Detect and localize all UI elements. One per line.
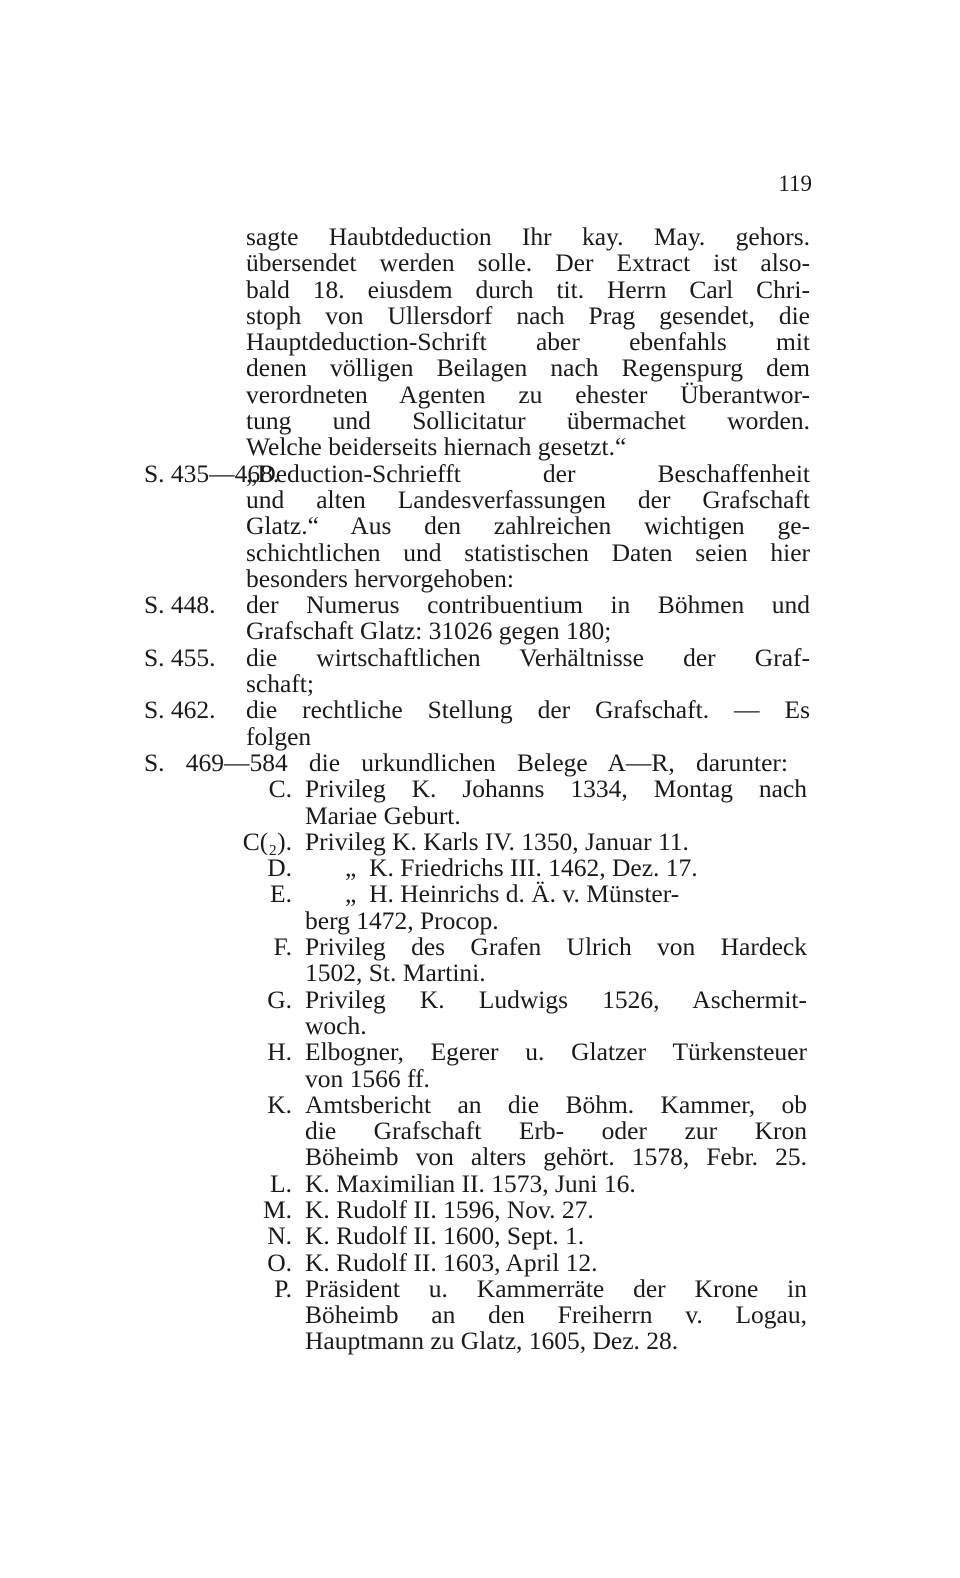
text-line: [140, 800, 812, 830]
line-text: K. Maximilian II. 1573, Juni 16.: [305, 1168, 636, 1198]
text-line: [140, 537, 812, 567]
line-text: schichtlichen und statistischen Daten seien hier: [246, 537, 810, 567]
line-text: stoph von Ullersdorf nach Prag gesendet, die: [246, 300, 810, 330]
item-letter: P.: [274, 1273, 292, 1303]
item-letter: H.: [267, 1037, 292, 1067]
text-line: [140, 274, 812, 304]
list-item: [140, 1168, 812, 1198]
line-text: Privileg des Grafen Ulrich von Hardeck: [305, 932, 807, 962]
item-letter: C(₂).: [242, 826, 292, 856]
page-reference: S. 448.: [144, 590, 216, 620]
line-text: „ H. Heinrichs d. Ä. v. Münster-: [345, 879, 680, 909]
line-text: Amtsbericht an die Böhm. Kammer, ob: [305, 1089, 807, 1119]
item-letter: M.: [262, 1194, 292, 1224]
list-item: [140, 776, 812, 802]
text-line: [140, 1302, 812, 1328]
text-line: [140, 592, 812, 618]
line-text: besonders hervorgehoben:: [246, 563, 514, 593]
text-line: [140, 1144, 812, 1170]
item-letter: K.: [267, 1089, 292, 1119]
text-line: [140, 1118, 812, 1144]
line-text: Privileg K. Johanns 1334, Montag nach: [305, 774, 807, 804]
line-text: bald 18. eiusdem durch tit. Herrn Carl Chri-: [246, 274, 810, 304]
item-letter: G.: [267, 984, 292, 1014]
line-text: K. Rudolf II. 1600, Sept. 1.: [305, 1221, 585, 1251]
line-text: Grafschaft Glatz: 31026 gegen 180;: [246, 616, 612, 646]
text-line: [140, 513, 812, 539]
list-item: [140, 984, 812, 1014]
page-number: 119: [778, 171, 812, 196]
line-text: Elbogner, Egerer u. Glatzer Türkensteuer: [305, 1037, 807, 1067]
text-line: [140, 1328, 812, 1354]
list-item: [140, 1223, 812, 1249]
item-letter: N.: [267, 1221, 292, 1251]
line-text: 1502, St. Martini.: [305, 958, 486, 988]
text-line: [140, 618, 812, 644]
text-line: [140, 379, 812, 409]
line-text: die wirtschaftlichen Verhältnisse der Graf-: [246, 642, 810, 672]
line-text: berg 1472, Procop.: [305, 905, 499, 935]
line-text: der Numerus contribuentium in Böhmen und: [246, 590, 810, 620]
item-letter: L.: [270, 1168, 292, 1198]
text-line: [140, 747, 812, 777]
line-text: „Deduction-Schriefft der Beschaffenheit: [246, 458, 810, 488]
text-line: [140, 1063, 812, 1093]
line-text: Hauptdeduction-Schrift aber ebenfahls mit: [246, 327, 810, 357]
text-line: [140, 458, 812, 488]
line-text: schaft;: [246, 669, 314, 699]
item-letter: D.: [267, 853, 292, 883]
list-item: [140, 1039, 812, 1065]
text-line: [140, 642, 812, 672]
item-letter: O.: [267, 1247, 292, 1277]
line-text: Welche beiderseits hiernach gesetzt.“: [246, 432, 627, 462]
list-item: [140, 1247, 812, 1277]
line-text: K. Rudolf II. 1603, April 12.: [305, 1247, 598, 1277]
line-text: Mariae Geburt.: [305, 800, 461, 830]
text-line: [140, 329, 812, 355]
list-item: [140, 855, 812, 881]
text-line: [140, 697, 812, 723]
page-reference: S. 462.: [144, 695, 216, 725]
list-item: [140, 1194, 812, 1224]
list-item: [140, 881, 812, 907]
text-line: [140, 960, 812, 986]
list-item: [140, 1089, 812, 1119]
line-text: K. Rudolf II. 1596, Nov. 27.: [305, 1194, 594, 1224]
text-line: [140, 250, 812, 276]
page-reference: S. 435—468.: [144, 458, 280, 488]
line-text: Privileg K. Ludwigs 1526, Aschermit-: [305, 984, 807, 1014]
text-line: [140, 1010, 812, 1040]
line-text: und alten Landesverfassungen der Grafschaft: [246, 484, 810, 514]
item-letter: F.: [273, 932, 292, 962]
line-text: folgen: [246, 721, 312, 751]
text-line: [140, 484, 812, 514]
line-text: übersendet werden solle. Der Extract ist also-: [246, 248, 810, 278]
list-item: [140, 1273, 812, 1303]
line-text: S. 469—584 die urkundlichen Belege A—R, darunter:: [144, 747, 788, 777]
line-text: Privileg K. Karls IV. 1350, Januar 11.: [305, 826, 689, 856]
line-text: „ K. Friedrichs III. 1462, Dez. 17.: [345, 853, 698, 883]
text-line: [140, 355, 812, 381]
list-item: [140, 934, 812, 960]
text-line: [140, 434, 812, 460]
list-item: [140, 826, 812, 856]
line-text: sagte Haubtdeduction Ihr kay. May. gehors.: [246, 222, 810, 251]
line-text: Böheimb von alters gehört. 1578, Febr. 25.: [305, 1142, 807, 1172]
line-text: Präsident u. Kammerräte der Krone in: [305, 1273, 807, 1303]
line-text: die rechtliche Stellung der Grafschaft. — Es: [246, 695, 810, 725]
line-text: verordneten Agenten zu ehester Überantwor-: [246, 379, 810, 409]
text-line: [140, 408, 812, 434]
page-reference: S. 455.: [144, 642, 216, 672]
line-text: tung und Sollicitatur übermachet worden.: [246, 406, 810, 436]
text-line: [140, 721, 812, 751]
line-text: denen völligen Beilagen nach Regenspurg dem: [246, 353, 810, 383]
item-letter: E.: [270, 879, 292, 909]
text-line: [140, 905, 812, 935]
text-line: [140, 671, 812, 697]
line-text: Hauptmann zu Glatz, 1605, Dez. 28.: [305, 1326, 679, 1356]
text-line: [140, 300, 812, 330]
item-letter: C.: [268, 774, 292, 804]
text-line: [140, 224, 812, 250]
line-text: woch.: [305, 1010, 367, 1040]
line-text: die Grafschaft Erb- oder zur Kron: [305, 1116, 807, 1146]
text-line: [140, 563, 812, 593]
line-text: Glatz.“ Aus den zahlreichen wichtigen ge-: [246, 511, 810, 541]
line-text: von 1566 ff.: [305, 1063, 430, 1093]
body-text: [140, 224, 812, 1355]
line-text: Böheimb an den Freiherrn v. Logau,: [305, 1300, 807, 1330]
